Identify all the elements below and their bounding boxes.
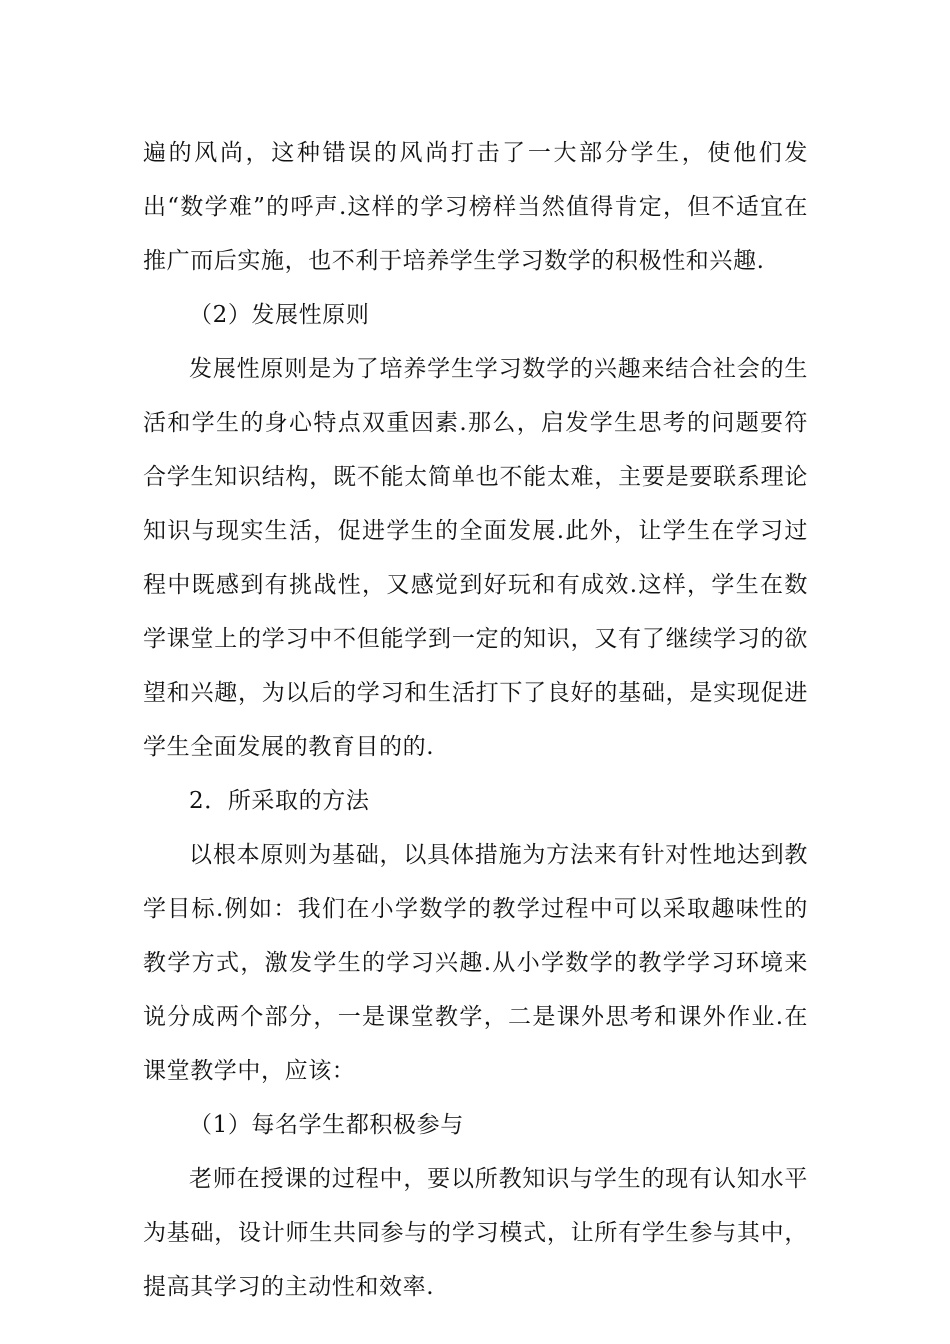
paragraph-methods: 以根本原则为基础，以具体措施为方法来有针对性地达到教学目标.例如：我们在小学数学的教学过程中可以采取趣味性的教学方式，激发学生的学习兴趣.从小学数学的教学学习环境来说分成两个部分，一是课堂教学，二是课外思考和课外作业.在课堂教学中，应该： [143, 842, 808, 1084]
paragraph-participation: 老师在授课的过程中，要以所教知识与学生的现有认知水平为基础，设计师生共同参与的学习模式，让所有学生参与其中，提高其学习的主动性和效率. [143, 1166, 808, 1300]
section-heading-development-principle: （2）发展性原则 [189, 302, 370, 328]
document-body [143, 126, 808, 1314]
paragraph-development-principle: 发展性原则是为了培养学生学习数学的兴趣来结合社会的生活和学生的身心特点双重因素.那么，启发学生思考的问题要符合学生知识结构，既不能太简单也不能太难，主要是要联系理论知识与现实生活，促进学生的全面发展.此外，让学生在学习过程中既感到有挑战性，又感觉到好玩和有成效.这样，学生在数学课堂上的学习中不但能学到一定的知识，又有了继续学习的欲望和兴趣，为以后的学习和生活打下了良好的基础，是实现促进学生全面发展的教育目的的. [143, 356, 808, 760]
paragraph-continuation: 遍的风尚，这种错误的风尚打击了一大部分学生，使他们发出“数学难”的呼声.这样的学习榜样当然值得肯定，但不适宜在推广而后实施，也不利于培养学生学习数学的积极性和兴趣. [143, 140, 808, 274]
section-heading-methods: 2．所采取的方法 [189, 788, 370, 814]
section-heading-participation: （1）每名学生都积极参与 [189, 1112, 464, 1138]
